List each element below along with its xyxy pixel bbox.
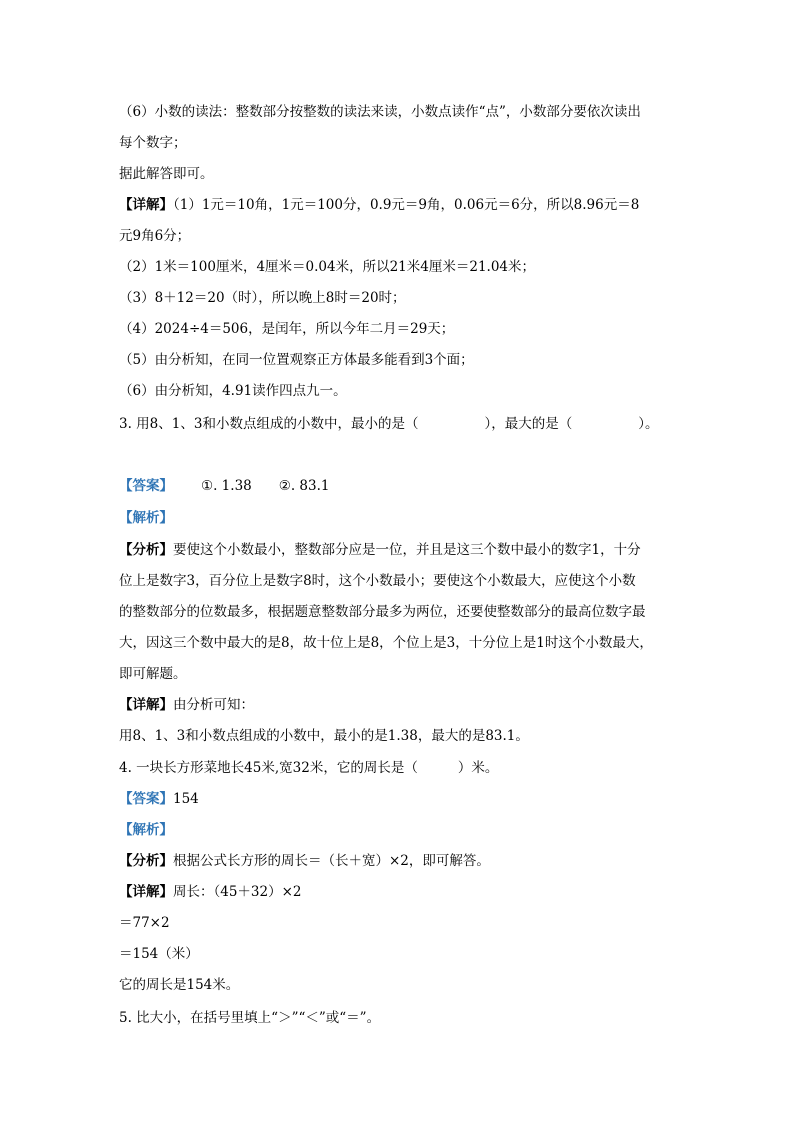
text-line: 用8、1、3和小数点组成的小数中，最小的是1.38，最大的是83.1。 [119,728,529,744]
question-3: 3. 用8、1、3和小数点组成的小数中，最小的是（ ），最大的是（ ）。 [119,416,659,432]
text-line: （2）1米＝100厘米，4厘米＝0.04米，所以21米4厘米＝21.04米； [119,259,536,275]
analysis-tag: 【解析】 [119,822,173,838]
text-line: （6）由分析知，4.91读作四点九一。 [119,383,347,399]
text-line: 元9角6分； [119,228,191,244]
text-line: 即可解题。 [119,666,187,682]
answer-line [119,789,199,809]
fenxi-line: 【分析】根据公式长方形的周长＝（长＋宽）×2，即可解答。 [119,853,490,869]
fenxi-line: 【分析】要使这个小数最小，整数部分应是一位，并且是这三个数中最小的数字1，十分 [119,542,641,558]
text-line: 的整数部分的位数最多，根据题意整数部分最多为两位，还要使整数部分的最高位数字最 [119,604,646,620]
text-line: 每个数字； [119,135,187,151]
text-line: ＝154（米） [119,946,199,962]
answer-tag: 【答案】 [119,791,173,807]
detail-tag: 【详解】 [119,197,173,213]
question-5: 5. 比大小，在括号里填上“＞”“＜”或“＝”。 [119,1010,381,1026]
detail-line: 【详解】周长：（45＋32）×2 [119,884,302,900]
text-line: 位上是数字3，百分位上是数字8时，这个小数最小；要使这个小数最大，应使这个小数 [119,573,636,589]
answer-tag: 【答案】 [119,478,173,494]
analysis-tag: 【解析】 [119,510,173,526]
text-line: 大，因这三个数中最大的是8，故十位上是8，个位上是3，十分位上是1时这个小数最大， [119,635,653,651]
answer-text: ①. 1.38 ②. 83.1 [201,478,330,494]
text-line: （4）2024÷4＝506，是闰年，所以今年二月＝29天； [119,321,455,337]
text-line: （3）8＋12＝20（时），所以晚上8时＝20时； [119,290,406,306]
text-line: 它的周长是154米。 [119,977,240,993]
text-line: （5）由分析知，在同一位置观察正方体最多能看到3个面； [119,352,474,368]
answer-text: 154 [173,791,199,807]
question-4: 4. 一块长方形菜地长45米,宽32米，它的周长是（ ）米。 [119,760,499,776]
detail-line: 【详解】由分析可知： [119,697,254,713]
fenxi-tag: 【分析】 [119,853,173,869]
detail-text: （1）1元＝10角，1元＝100分，0.9元＝9角，0.06元＝6分，所以8.96元＝8 [173,197,640,213]
text-line: （6）小数的读法：整数部分按整数的读法来读，小数点读作“点”，小数部分要依次读出 [119,104,641,120]
detail-line [119,195,639,215]
text-line: 据此解答即可。 [119,166,214,182]
answer-line [119,476,330,496]
detail-tag: 【详解】 [119,884,173,900]
detail-tag: 【详解】 [119,697,173,713]
text-line: ＝77×2 [119,915,170,931]
fenxi-tag: 【分析】 [119,542,173,558]
